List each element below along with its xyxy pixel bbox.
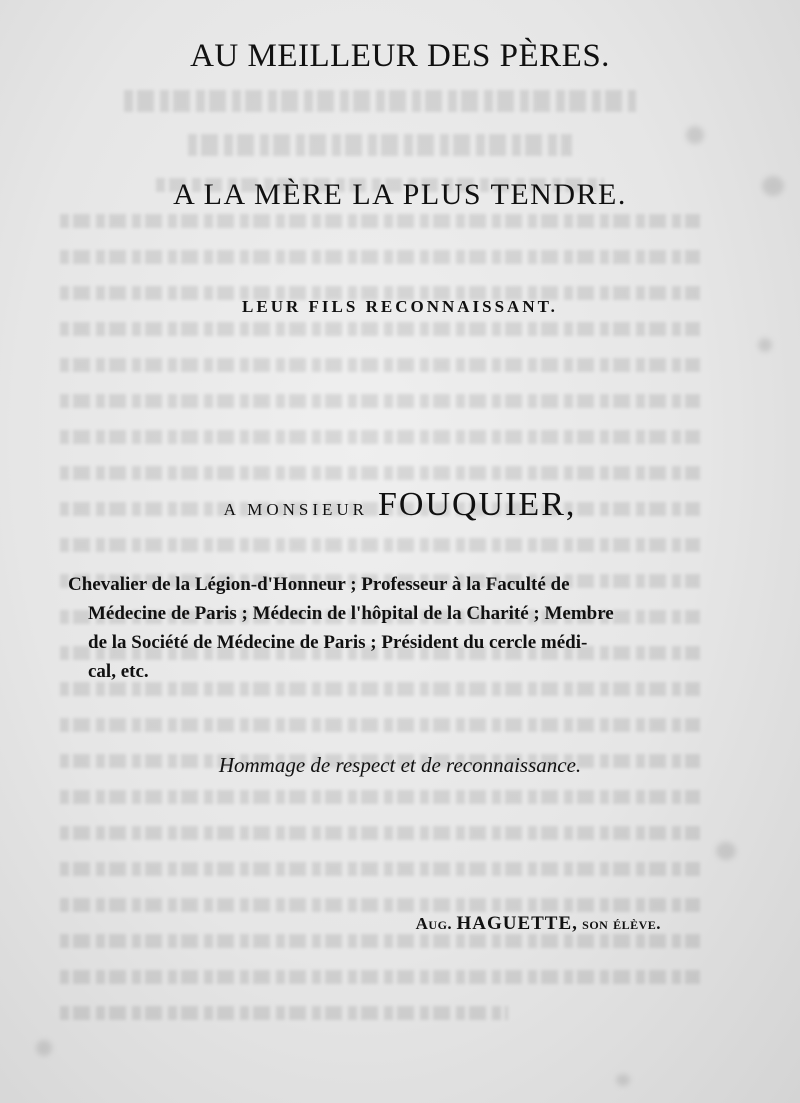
titles-line: Chevalier de la Légion-d'Honneur ; Professeur à la Faculté de [68,574,570,595]
dedication-son: LEUR FILS RECONNAISSANT. [242,297,558,316]
signature-suffix: son élève. [582,914,661,933]
paper-stain [616,1074,630,1086]
signature [416,913,661,935]
titles-line: cal, etc. [88,661,149,682]
titles-line: de la Société de Médecine de Paris ; Président du cercle médi- [88,632,588,653]
monsieur-name: FOUQUIER, [377,486,577,523]
homage-line: Hommage de respect et de reconnaissance. [218,753,582,777]
dedication-father: AU MEILLEUR DES PÈRES. [190,38,610,74]
paper-stain [686,126,704,144]
paper-stain [716,842,736,860]
dedication-monsieur [0,486,800,524]
paper-stain [36,1040,52,1056]
signature-name: HAGUETTE, [456,913,578,934]
dedication-mother: A LA MÈRE LA PLUS TENDRE. [173,178,627,211]
honorary-titles [68,570,680,686]
monsieur-prefix: A MONSIEUR [223,500,368,519]
titles-line: Médecine de Paris ; Médecin de l'hôpital de la Charité ; Membre [88,603,614,624]
paper-stain [758,338,772,352]
signature-prefix: Aug. [415,914,453,933]
